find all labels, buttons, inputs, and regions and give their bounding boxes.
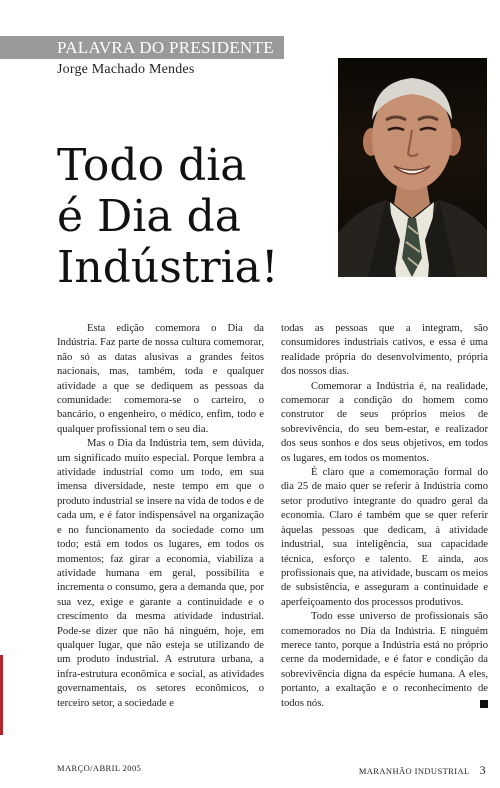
section-title: PALAVRA DO PRESIDENTE — [57, 38, 274, 57]
page-edge-accent — [0, 655, 3, 735]
end-mark-icon — [480, 700, 488, 708]
paragraph: Comemorar a Indústria é, na realidade, comemorar a condição do homem como construtor de seus próprios meios de sobrevivência, do seu bem-estar, e realizador dos seus sonhos e dos seus objetivos, em todos os lugares, em todos os momentos. — [281, 380, 488, 464]
headline-line-3: Indústria! — [57, 242, 279, 293]
headline-line-2: é Dia da — [57, 191, 241, 242]
headline-line-1: Todo dia — [57, 140, 247, 191]
paragraph: todas as pessoas que a integram, são consumidores industriais cativos, e essa é uma realidade própria do desenvolvimento, própria dos nossos dias. — [281, 323, 488, 378]
footer-magazine-name: MARANHÃO INDUSTRIAL — [358, 766, 470, 776]
paragraph — [281, 610, 488, 711]
portrait-illustration — [338, 58, 487, 277]
headline — [57, 140, 337, 293]
paragraph-text: Todo esse universo de profissionais são comemorados no Dia da Indústria. E ninguém merece tanto, porque a Indústria está no próprio cerne da modernidade, e é fator e condição da sobrevivência digna da espécie humana. A eles, portanto, a exaltação e o reconhecimento de todos nós. — [281, 611, 488, 709]
paragraph: Esta edição comemora o Dia da Indústria. Faz parte de nossa cultura comemorar, não só as datas alusivas a grandes feitos nacionais, mas, também, toda e qualquer atividade a que se dediquem as pessoas da comunidade: comemora-se o carteiro, o bancário, o engenheiro, o médico, enfim, todo e qualquer profissional tem o seu dia. — [57, 323, 264, 435]
article-column-left — [57, 322, 264, 711]
footer-folio — [359, 763, 486, 778]
article-column-right — [281, 322, 488, 711]
page-number: 3 — [479, 763, 486, 777]
author-name: Jorge Machado Mendes — [57, 62, 195, 77]
paragraph: Mas o Dia da Indústria tem, sem dúvida, um significado muito especial. Porque lembra a atividade industrial como um todo, em sua imensa diversidade, neste tempo em que o produto industrial se insere na vida de todos e de cada um, e é fator indispensável na organização e no funcionamento da sociedade como um todo; está em todos os lugares, em todos os momentos; faz girar a economia, viabiliza a atividade humana em geral, possibilita e incrementa o consumo, gera a demanda que, por sua vez, exige e garante a continuidade e o crescimento da mesma atividade industrial. Pode-se dizer que não há ninguém, hoje, em qualquer lugar, que não esteja se utilizando de um produto industrial. A estrutura urbana, a infra-estrutura econômica e social, as atividades governamentais, os setores econômicos, o terceiro setor, a sociedade e — [57, 438, 264, 709]
footer-issue: MARÇO/ABRIL 2005 — [57, 763, 142, 773]
paragraph: É claro que a comemoração formal do dia 25 de maio quer se referir à Indústria como setor produtivo integrante do quadro geral da economia. Claro é também que se quer referir àquelas pessoas que dedicam, à atividade industrial, sua inteligência, sua capacidade técnica, esforço e talento. E ainda, aos profissionais que, na atividade, buscam os meios de subsistência, e asseguram a continuidade e aperfeiçoamento dos processos produtivos. — [281, 467, 488, 608]
author-photo — [338, 58, 487, 277]
